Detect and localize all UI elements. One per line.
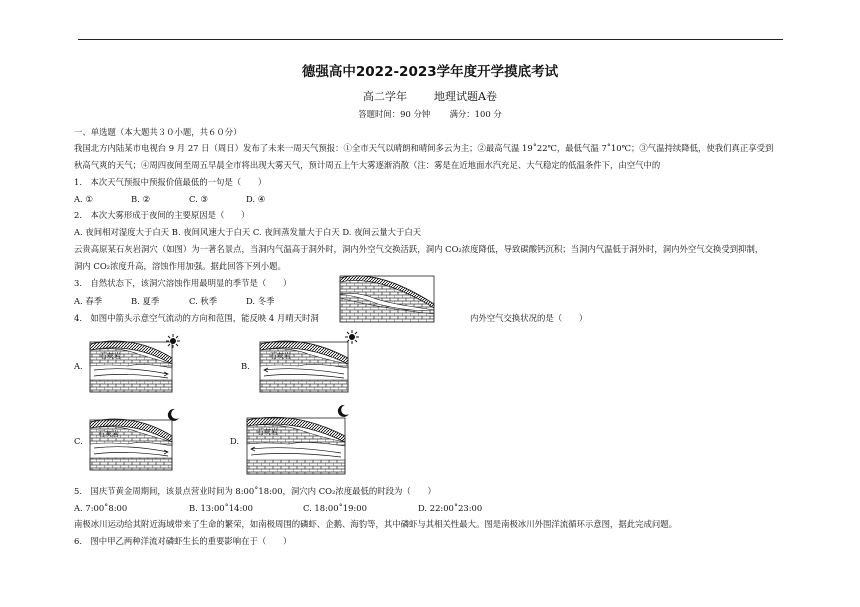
q4-option-a[interactable]: A. <box>74 361 83 371</box>
time-label: 答题时间：90 分钟 <box>358 109 431 119</box>
exam-subtitle <box>0 88 860 104</box>
exam-title: 德强高中2022-2023学年度开学摸底考试 <box>301 64 559 80</box>
moon-icon <box>166 408 180 422</box>
q4-stem-left: 4. 如图中箭头示意空气流动的方向和范围，能反映 4 月晴天时洞 <box>74 313 319 323</box>
grade-label: 高二学年 <box>363 90 408 103</box>
q5-option-c[interactable]: C. 18:00˚19:00 <box>303 503 367 513</box>
q1-option-b[interactable]: B. ② <box>131 194 150 204</box>
exam-info <box>0 108 860 120</box>
cave-figure <box>338 268 438 326</box>
q5-stem: 5. 国庆节黄金周期间，该景点营业时间为 8:00˚18:00，洞穴内 CO₂浓度最低的时段为（ ） <box>74 486 436 496</box>
q2-stem: 2. 本次大雾形成于夜间的主要原因是（ ） <box>74 210 250 220</box>
q3-option-c[interactable]: C. 秋季 <box>189 296 218 306</box>
sun-icon <box>166 334 180 348</box>
passage3-line1: 南极冰川运动给其附近海域带来了生命的繁荣，如南极周围的磷虾、企鹅、海豹等，其中磷虾与其相关性最大。图是南极冰川外围洋流循环示意图，据此完成问题。 <box>74 519 677 529</box>
q4-option-b[interactable]: B. <box>241 361 250 371</box>
q1-option-d[interactable]: D. ④ <box>246 194 266 204</box>
rock-label-c: 石灰岩 <box>98 430 119 438</box>
score-label: 满分：100 分 <box>449 109 502 119</box>
passage2-line2: 洞内 CO₂浓度升高，溶蚀作用加强。据此回答下列小题。 <box>74 261 286 271</box>
q5-option-d[interactable]: D. 22:00˚23:00 <box>418 503 483 513</box>
q3-option-a[interactable]: A. 春季 <box>74 296 103 306</box>
q3-stem: 3. 自然状态下，该洞穴溶蚀作用最明显的季节是（ ） <box>74 278 292 288</box>
paper-label: 地理试题A卷 <box>434 90 497 103</box>
moon-icon <box>336 404 350 418</box>
passage1-line2: 秋高气爽的天气；④周四夜间至周五早晨全市将出现大雾天气，预计周五上午大雾逐渐消散（注：雾是在近地面水汽充足、大气稳定的低温条件下，由空气中的 <box>74 160 661 170</box>
q3-option-d[interactable]: D. 冬季 <box>246 296 275 306</box>
q6-stem: 6. 图中甲乙两种洋流对磷虾生长的重要影响在于（ ） <box>74 536 292 546</box>
q2-options[interactable]: A. 夜间相对湿度大于白天 B. 夜间风速大于白天 C. 夜间蒸发量大于白天 D. 夜间云量大于白天 <box>74 227 422 237</box>
rock-label-a: 石灰岩 <box>100 352 121 360</box>
cave-option-c-figure <box>88 414 188 474</box>
q4-stem-right: 内外空气交换状况的是（ ） <box>470 313 588 323</box>
q4-option-c[interactable]: C. <box>74 436 83 446</box>
q3-option-b[interactable]: B. 夏季 <box>131 296 160 306</box>
sun-icon <box>345 330 359 344</box>
q5-option-b[interactable]: B. 13:00˚14:00 <box>189 503 253 513</box>
rock-label-d: 石灰岩 <box>257 428 278 436</box>
top-rule <box>78 39 783 40</box>
q4-option-d[interactable]: D. <box>230 436 240 446</box>
q1-stem: 1. 本次天气预报中预报价值最低的一句是（ ） <box>74 177 267 187</box>
q5-option-a[interactable]: A. 7:00˚8:00 <box>74 503 128 513</box>
cave-option-d-figure <box>245 412 355 478</box>
rock-label-b: 石灰岩 <box>270 352 291 360</box>
q1-option-c[interactable]: C. ③ <box>189 194 208 204</box>
cave-option-b-figure <box>258 336 358 396</box>
q1-option-a[interactable]: A. ① <box>74 194 93 204</box>
passage2-line1: 云贵高原某石灰岩洞穴（如图）为一著名景点，当洞内气温高于洞外时，洞内外空气交换活跃，洞内 CO₂浓度降低，导致碳酸钙沉积；当洞内气温低于洞外时，洞内外空气交换受到抑制， <box>74 244 764 254</box>
passage1-line1: 我国北方内陆某市电视台 9 月 27 日（周日）发布了未来一周天气预报：①全市天气以晴朗和晴间多云为主；②最高气温 19˚22℃，最低气温 7˚10℃；③气温持续降低，使我们真正享受到 <box>74 143 774 153</box>
section-heading: 一、单选题（本大题共３０小题，共６０分） <box>74 127 242 137</box>
